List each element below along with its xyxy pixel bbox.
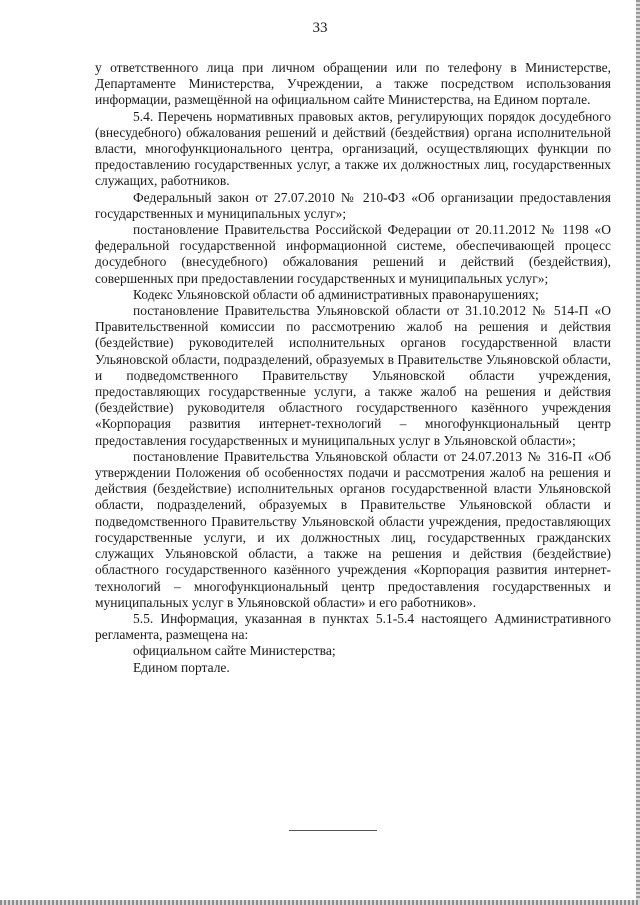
- paragraph-decree-514: постановление Правительства Ульяновской области от 31.10.2012 № 514-П «О Правительственной комиссии по рассмотрению жалоб на решения и действия (бездействие) руководителей исполнительных органов государственной власти Ульяновской области, подразделений, образуемых в Правительстве Ульяновской области, и подведомственного Правительству Ульяновской области учреждения, предоставляющих государственные услуги, а также жалоб на решения и действия (бездействие) руководителя областного государственного казённого учреждения «Корпорация развития интернет-технологий – многофункциональный центр предоставления государственных и муниципальных услуг в Ульяновской области»;: [95, 303, 611, 448]
- paragraph-section-5-5: 5.5. Информация, указанная в пунктах 5.1-5.4 настоящего Административного регламента, размещена на:: [95, 610, 611, 643]
- paragraph-government-decree-1198: постановление Правительства Российской Федерации от 20.11.2012 № 1198 «О федеральной государственной информационной системе, обеспечивающей процесс досудебного (внесудебного) обжалования решений и действий (бездействия), совершенных при предоставлении государственных и муниципальных услуг»;: [95, 222, 611, 286]
- paragraph-section-5-4: 5.4. Перечень нормативных правовых актов, регулирующих порядок досудебного (внесудебного) обжалования решений и действий (бездействия) органа исполнительной власти, многофункционального центра, организаций, осуществляющих функции по предоставлению государственных услуг, а также их должностных лиц, государственных служащих, работников.: [95, 108, 611, 189]
- paragraph-administrative-code: Кодекс Ульяновской области об административных правонарушениях;: [133, 286, 539, 302]
- footer-separator: [289, 830, 377, 831]
- list-item-unified-portal: Едином портале.: [133, 659, 230, 675]
- paragraph-federal-law: Федеральный закон от 27.07.2010 № 210-ФЗ «Об организации предоставления государственных и муниципальных услуг»;: [95, 189, 611, 221]
- document-body: [95, 60, 611, 676]
- paragraph-contact-info: у ответственного лица при личном обращении или по телефону в Министерстве, Департаменте Министерства, Учреждении, а также посредством использования информации, размещённой на официальном сайте Министерства, на Едином портале.: [95, 60, 611, 108]
- paragraph-decree-316: постановление Правительства Ульяновской области от 24.07.2013 № 316-П «Об утверждении Положения об особенностях подачи и рассмотрения жалоб на решения и действия (бездействие) исполнительных органов государственной власти Ульяновской области, подразделений, образуемых в Правительстве Ульяновской области и подведомственного Правительству Ульяновской области учреждения, предоставляющих государственные услуги, и их должностных лиц, государственных гражданских служащих Ульяновской области, а также на решения и действия (бездействие) областного государственного казённого учреждения «Корпорация развития интернет-технологий – многофункциональный центр предоставления государственных и муниципальных услуг в Ульяновской области» и его работников».: [95, 448, 611, 610]
- list-item-ministry-site: официальном сайте Министерства;: [133, 643, 336, 659]
- scan-edge-right: [636, 0, 640, 905]
- scan-edge-bottom: [0, 900, 640, 905]
- page-number: 33: [312, 20, 328, 36]
